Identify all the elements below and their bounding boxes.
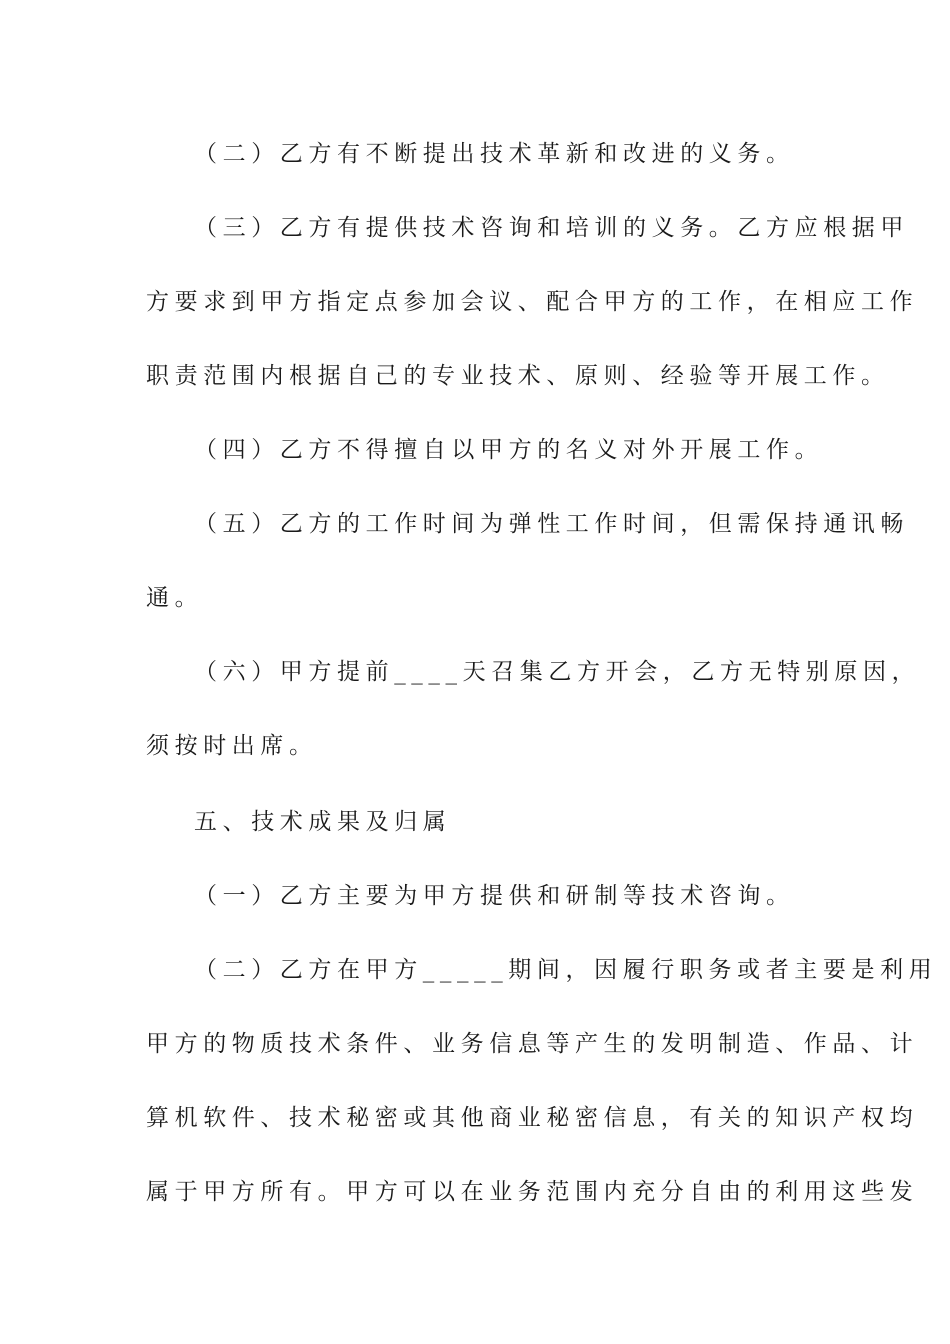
paragraph-line: （六）甲方提前____天召集乙方开会，乙方无特别原因， xyxy=(194,659,921,685)
paragraph-line: 方要求到甲方指定点参加会议、配合甲方的工作，在相应工作 xyxy=(146,289,919,315)
paragraph-line: 通。 xyxy=(146,585,204,611)
paragraph-line: （二）乙方有不断提出技术革新和改进的义务。 xyxy=(194,141,795,167)
paragraph-line: （四）乙方不得擅自以甲方的名义对外开展工作。 xyxy=(194,437,824,463)
paragraph-line: （三）乙方有提供技术咨询和培训的义务。乙方应根据甲 xyxy=(194,215,909,241)
paragraph-line: 属于甲方所有。甲方可以在业务范围内充分自由的利用这些发 xyxy=(146,1179,919,1205)
paragraph-line: （一）乙方主要为甲方提供和研制等技术咨询。 xyxy=(194,883,795,909)
paragraph-line: 职责范围内根据自己的专业技术、原则、经验等开展工作。 xyxy=(146,363,890,389)
paragraph-line: 算机软件、技术秘密或其他商业秘密信息，有关的知识产权均 xyxy=(146,1105,919,1131)
section-heading: 五、技术成果及归属 xyxy=(194,809,452,835)
paragraph-line: 甲方的物质技术条件、业务信息等产生的发明制造、作品、计 xyxy=(146,1031,919,1057)
paragraph-line: 须按时出席。 xyxy=(146,733,318,759)
paragraph-line: （二）乙方在甲方_____期间，因履行职务或者主要是利用 xyxy=(194,957,938,983)
paragraph-line: （五）乙方的工作时间为弹性工作时间，但需保持通讯畅 xyxy=(194,511,909,537)
